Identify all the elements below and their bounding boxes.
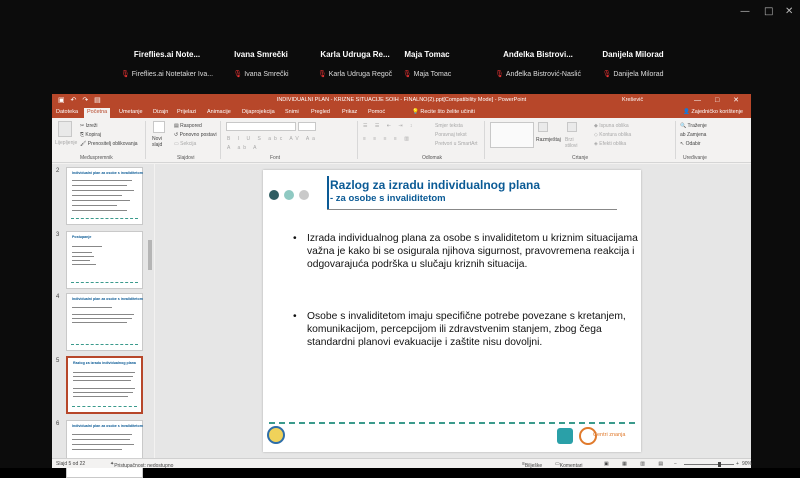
select-button[interactable]: ↖ Odabir	[680, 141, 701, 147]
thumbnail-number: 4	[56, 294, 60, 300]
font-color-buttons[interactable]: A ab A	[227, 145, 260, 151]
zoom-slider-thumb[interactable]	[718, 462, 721, 467]
slide-title[interactable]: Razlog za izradu individualnog plana	[330, 178, 541, 192]
ribbon-tabs	[52, 107, 751, 118]
participant-name: Ivana Smrečki	[234, 50, 288, 59]
align-buttons[interactable]: ≡ ≡ ≡ ≡ ▥	[363, 136, 412, 142]
thumbnail-scrollbar[interactable]	[148, 240, 152, 270]
maximize-icon[interactable]: □	[764, 6, 774, 17]
thumbnail-number: 6	[56, 421, 60, 427]
tab-umetanje[interactable]: Umetanje	[119, 109, 143, 115]
partner-logo	[557, 428, 573, 444]
participant-tile[interactable]	[573, 50, 693, 78]
text-direction-button[interactable]: Smjer teksta	[435, 123, 463, 129]
group-paragraph: Odlomak	[422, 155, 443, 161]
arrange-button[interactable]: Razmještaj	[536, 137, 561, 143]
divider	[484, 121, 485, 159]
slide-bullet[interactable]	[293, 232, 638, 272]
section-button[interactable]: ▭ Sekcija	[174, 141, 197, 147]
title-underline	[327, 209, 617, 210]
smartart-button[interactable]: Pretvori u SmartArt	[435, 141, 478, 147]
powerpoint-window	[52, 94, 751, 468]
decor-dot	[299, 190, 309, 200]
replace-button[interactable]: ab Zamjena	[680, 132, 707, 138]
group-slides: Slajdovi	[177, 155, 195, 161]
tab-prikaz[interactable]: Prikaz	[342, 109, 358, 115]
mic-muted-icon: 🎙	[402, 71, 412, 78]
view-buttons[interactable]: ▣ ▦ ▥ ▤	[604, 461, 670, 467]
format-painter-button[interactable]: 🖌 Prenositelj oblikovanja	[80, 141, 138, 147]
group-editing: Uređivanje	[683, 155, 707, 161]
shapes-gallery[interactable]	[490, 122, 534, 148]
slide-editor	[155, 164, 742, 458]
slide-thumbnail[interactable]	[66, 167, 143, 225]
participant-tile[interactable]	[367, 50, 487, 78]
copy-button[interactable]: ⎘ Kopiraj	[80, 132, 101, 138]
participant-name: Fireflies.ai Note...	[133, 50, 201, 59]
decor-dot	[269, 190, 279, 200]
divider	[220, 121, 221, 159]
zoom-level[interactable]: 90%	[742, 461, 753, 467]
slide-thumbnail[interactable]	[66, 420, 174, 478]
font-size-input[interactable]	[298, 122, 316, 131]
participant-name: Danijela Milorad	[602, 50, 664, 59]
notes-button[interactable]: ≡ Bilješke	[522, 461, 543, 469]
mic-muted-icon: 🎙	[602, 71, 612, 78]
tab-dijaprojekcija[interactable]: Dijaprojekcija	[242, 109, 275, 115]
slide-thumbnail-selected[interactable]	[66, 356, 143, 414]
cut-button[interactable]: ✂ Izreži	[80, 123, 98, 129]
participant-label: Karla Udruga Regoč	[328, 71, 393, 78]
footer-dashed-line	[269, 422, 635, 424]
slide-thumbnail[interactable]	[66, 293, 143, 351]
mic-muted-icon: 🎙	[233, 71, 243, 78]
thumbnail-number: 3	[56, 232, 60, 238]
quick-styles-icon[interactable]	[567, 122, 577, 132]
thumbnail-title: Individualni plan za osobe s invaliditetom	[72, 297, 143, 301]
quick-access-toolbar[interactable]: ▣ ↶ ↷ ▤	[58, 97, 103, 104]
thumbnail-number: 5	[56, 358, 60, 364]
align-text-button[interactable]: Poravnaj tekst	[435, 132, 467, 138]
group-drawing: Crtanje	[572, 155, 589, 161]
accessibility-status[interactable]: ✦ Pristupačnost: nedostupno	[110, 461, 174, 469]
font-style-buttons[interactable]: B I U S abc AV Aa	[227, 136, 318, 142]
shape-effects-button[interactable]: ◈ Efekti oblika	[594, 141, 627, 147]
shape-outline-button[interactable]: ◇ Kontura oblika	[594, 132, 632, 138]
bullet-dot: •	[293, 311, 297, 322]
thumbnail-title: Postupanje	[72, 235, 92, 239]
bullet-text: Izrada individualnog plana za osobe s invaliditetom u kriznim situacijama važna je kako bi se osigurala njihova sigurnost, pravovremena reakcija i odgovarajuća podrška u slučaju kriznih situacija.	[307, 233, 638, 271]
thumbnail-title: Individualni plan za osobe s invaliditetom	[72, 424, 143, 428]
ribbon	[52, 118, 751, 163]
zoom-out-icon[interactable]: −	[674, 461, 677, 467]
status-bar	[52, 458, 751, 468]
mic-muted-icon: 🎙	[317, 71, 327, 78]
slide-thumbnail-pane	[52, 164, 154, 458]
tell-me-search[interactable]: 💡 Recite što želite učiniti	[412, 109, 475, 115]
participant-label: Danijela Milorad	[613, 71, 664, 78]
participant-label: Ivana Smrečki	[244, 71, 289, 78]
participant-label: Fireflies.ai Notetaker Iva...	[131, 71, 214, 78]
divider	[675, 121, 676, 159]
window-controls[interactable]: — □ ✕	[694, 97, 745, 104]
slide-counter: Slajd 5 od 22	[56, 461, 86, 467]
quick-styles-button[interactable]: Brzi stilovi	[565, 137, 578, 149]
title-accent-line	[327, 176, 329, 210]
organization-logo	[267, 426, 285, 444]
thumbnail-number: 2	[56, 168, 60, 174]
layout-button[interactable]: ▤ Raspored	[174, 123, 202, 129]
tab-dizajn[interactable]: Dizajn	[153, 109, 169, 115]
decor-dot	[284, 190, 294, 200]
title-bar	[52, 94, 751, 107]
participant-name: Maja Tomac	[404, 50, 450, 59]
tab-animacije[interactable]: Animacije	[207, 109, 231, 115]
divider	[357, 121, 358, 159]
new-slide-button[interactable]: Novi slajd	[152, 136, 163, 148]
font-name-input[interactable]	[226, 122, 296, 131]
thumbnail-title: Razlog za izradu individualnog plana	[73, 361, 136, 365]
user-name[interactable]: Kreševič	[622, 97, 644, 103]
thumbnail-title: Individualni plan za osobe s invaliditetom	[72, 171, 143, 175]
participant-name: Anđelka Bistrovi...	[503, 50, 573, 59]
find-button[interactable]: 🔍 Traženje	[680, 123, 707, 129]
paste-button[interactable]: Lijepljenje	[55, 140, 78, 146]
participant-label: Maja Tomac	[413, 71, 452, 78]
slide-bullet[interactable]	[293, 310, 638, 350]
tab-pregled[interactable]: Pregled	[311, 109, 330, 115]
mic-muted-icon: 🎙	[120, 71, 130, 78]
participant-label: Anđelka Bistrović-Naslić	[505, 71, 581, 78]
slide-subtitle[interactable]: - za osobe s invaliditetom	[330, 193, 446, 204]
paste-icon[interactable]	[58, 121, 72, 137]
arrange-icon[interactable]	[538, 122, 548, 132]
current-slide[interactable]	[263, 170, 641, 452]
tab-datoteka[interactable]: Datoteka	[56, 109, 79, 115]
slide-thumbnail[interactable]	[66, 231, 143, 289]
tab-prijelazi[interactable]: Prijelazi	[177, 109, 197, 115]
shape-fill-button[interactable]: ◆ Ispuna oblika	[594, 123, 629, 129]
group-clipboard: Međuspremnik	[80, 155, 113, 161]
tab-snimi[interactable]: Snimi	[285, 109, 299, 115]
list-buttons[interactable]: ☰ ☰ ⇤ ⇥ ↕	[363, 123, 416, 129]
share-button[interactable]: 👤 Zajedničko korištenje	[682, 109, 743, 115]
minimize-icon[interactable]: —	[740, 6, 750, 17]
tab-pomoc[interactable]: Pomoć	[368, 109, 386, 115]
mic-muted-icon: 🎙	[495, 71, 504, 78]
group-font: Font	[270, 155, 281, 161]
logo-text: Centri znanja	[593, 432, 626, 438]
comments-button[interactable]: ▭ Komentari	[555, 461, 583, 469]
zoom-in-icon[interactable]: +	[736, 461, 739, 467]
divider	[145, 121, 146, 159]
editor-scrollbar[interactable]	[742, 164, 751, 458]
tab-pocetna[interactable]: Početna	[84, 108, 110, 118]
close-icon[interactable]: ✕	[785, 6, 794, 17]
bullet-text: Osobe s invaliditetom imaju specifične potrebe povezane s kretanjem, komunikacijom, percepcijom ili zdravstvenim stanjem, zbog čega standardni planovi evakuacije i zaštite nisu dovoljni.	[307, 311, 626, 349]
new-slide-icon[interactable]	[153, 121, 165, 133]
participant-name: Karla Udruga Re...	[320, 50, 390, 59]
reset-button[interactable]: ↺ Ponovno postavi	[174, 132, 217, 138]
zoom-slider[interactable]	[684, 464, 734, 465]
window-title: INDIVIDUALNI PLAN - KRIZNE SITUACIJE SOIH - FINALNO(2).ppt[Compatibility Mode] - PowerPoint	[276, 97, 527, 103]
bullet-dot: •	[293, 233, 297, 244]
